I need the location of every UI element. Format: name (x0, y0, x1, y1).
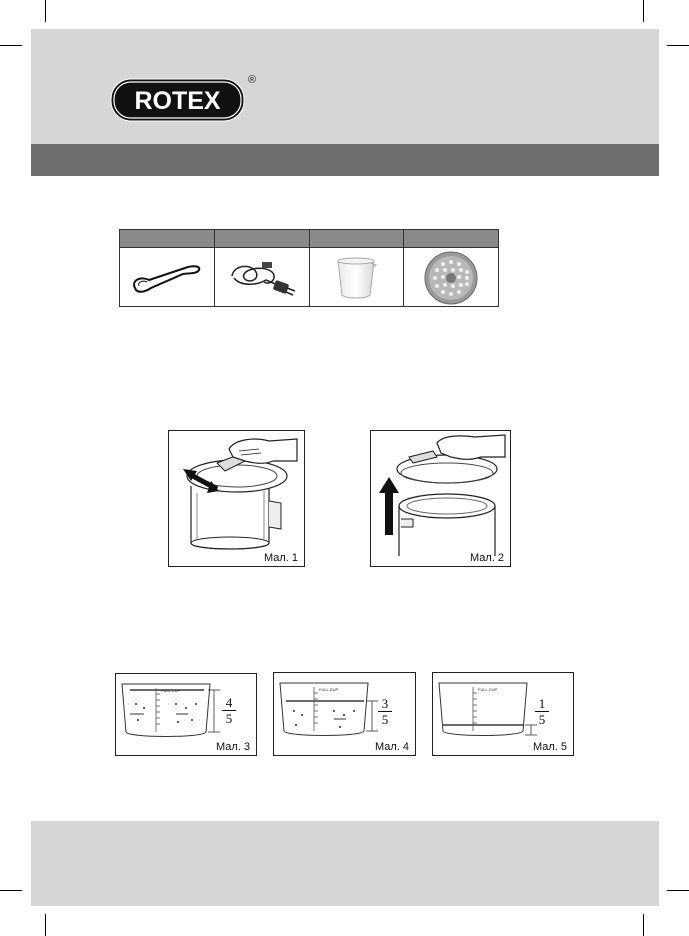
fraction-3-5 (378, 697, 392, 726)
registered-mark: ® (248, 74, 257, 86)
logo-text: ROTEX (134, 87, 221, 115)
cooker-lift-lid-illustration (371, 431, 510, 566)
crop-mark (0, 890, 22, 891)
fraction-4-5 (222, 696, 236, 725)
crop-mark (0, 45, 22, 46)
figure-5 (432, 672, 574, 756)
fraction-denominator: 5 (538, 712, 546, 727)
bowl-scale-label: FULL CUP (319, 687, 339, 692)
accessory-cell (120, 248, 215, 307)
fraction-denominator: 5 (225, 711, 233, 726)
accessory-cell (404, 248, 498, 307)
accessory-cell (215, 248, 310, 307)
power-cord-icon (222, 256, 302, 300)
header-cell (120, 230, 215, 247)
steam-tray-icon (423, 250, 479, 306)
figure-2-caption: Мал. 2 (469, 552, 504, 564)
fraction-denominator: 5 (381, 712, 389, 727)
figure-3 (115, 673, 257, 756)
bowl-scale-label: FULL CUP (161, 688, 181, 693)
crop-mark (667, 890, 689, 891)
crop-mark (45, 914, 46, 936)
rotex-logo (110, 78, 245, 122)
figure-1-caption: Мал. 1 (263, 552, 298, 564)
crop-mark (45, 0, 46, 22)
figure-4-caption: Мал. 4 (374, 741, 409, 753)
figure-4 (273, 672, 416, 756)
fraction-numerator: 3 (381, 696, 389, 711)
section-bar (31, 144, 659, 176)
crop-mark (643, 914, 644, 936)
footer-band (31, 821, 659, 906)
figure-3-caption: Мал. 3 (215, 741, 250, 753)
crop-mark (667, 45, 689, 46)
fraction-1-5 (535, 697, 549, 726)
figure-2 (370, 430, 511, 567)
accessories-row (120, 247, 498, 307)
fraction-numerator: 1 (538, 696, 546, 711)
accessories-table (119, 229, 499, 307)
accessory-cell (310, 248, 405, 307)
figure-5-caption: Мал. 5 (532, 741, 567, 753)
ladle-strap-icon (127, 258, 207, 298)
measuring-cup-icon (326, 253, 386, 303)
header-cell (404, 230, 498, 247)
crop-mark (643, 0, 644, 22)
figure-1 (168, 430, 305, 567)
bowl-scale-label: FULL CUP (478, 687, 498, 692)
header-cell (310, 230, 405, 247)
fraction-numerator: 4 (225, 695, 233, 710)
header-cell (215, 230, 310, 247)
accessories-header (120, 230, 498, 247)
cooker-open-lid-illustration (169, 431, 304, 566)
